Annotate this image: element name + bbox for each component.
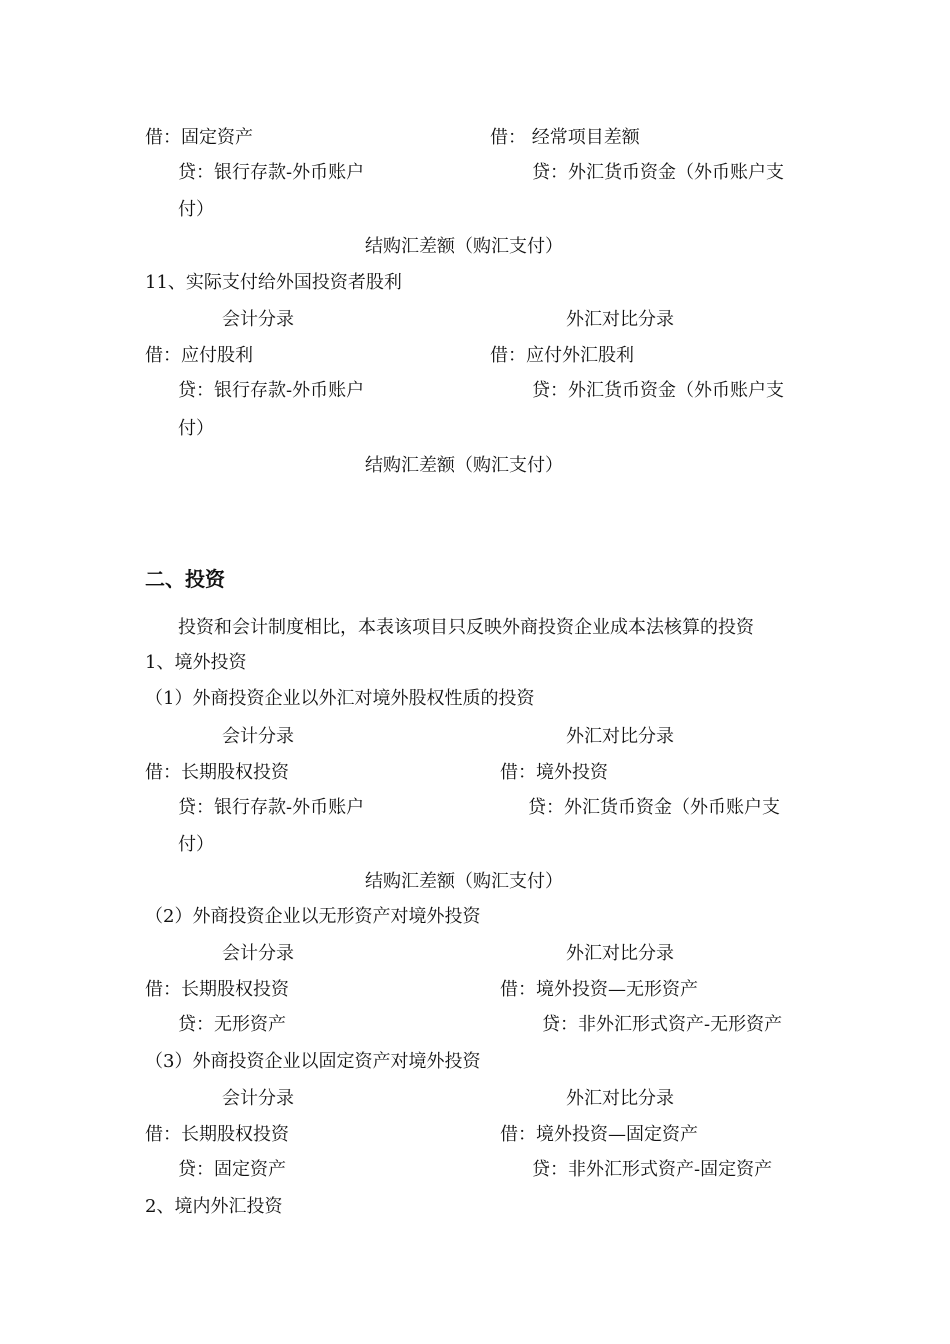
settlement-line: 结购汇差额（购汇支付）	[365, 236, 563, 257]
debit-right: 借：境外投资—固定资产	[500, 1124, 698, 1145]
credit-right: 贷：非外汇形式资产-无形资产	[542, 1014, 783, 1035]
column-header-accounting: 会计分录	[222, 309, 294, 330]
column-header-accounting: 会计分录	[222, 943, 294, 964]
subsection-title: 2、境内外汇投资	[145, 1196, 283, 1217]
credit-left: 贷：银行存款-外币账户	[178, 162, 365, 183]
subsection-title: 1、境外投资	[145, 652, 247, 673]
case-title: （2）外商投资企业以无形资产对境外投资	[145, 906, 481, 927]
debit-right: 借：境外投资	[500, 762, 608, 783]
credit-right: 贷：外汇货币资金（外币账户支	[528, 797, 780, 818]
credit-right: 贷：外汇货币资金（外币账户支	[532, 162, 784, 183]
debit-left: 借：长期股权投资	[145, 979, 289, 1000]
credit-right: 贷：非外汇形式资产-固定资产	[532, 1159, 773, 1180]
section-heading: 二、投资	[145, 567, 225, 591]
debit-right: 借：应付外汇股利	[490, 345, 634, 366]
credit-left: 贷：银行存款-外币账户	[178, 797, 365, 818]
settlement-line: 结购汇差额（购汇支付）	[365, 455, 563, 476]
credit-right-continuation: 付）	[178, 418, 214, 439]
debit-left: 借：应付股利	[145, 345, 253, 366]
column-header-accounting: 会计分录	[222, 726, 294, 747]
case-title: （3）外商投资企业以固定资产对境外投资	[145, 1051, 481, 1072]
section-intro: 投资和会计制度相比，本表该项目只反映外商投资企业成本法核算的投资	[178, 617, 754, 638]
credit-left: 贷：银行存款-外币账户	[178, 380, 365, 401]
debit-left: 借：长期股权投资	[145, 762, 289, 783]
item-title: 11、实际支付给外国投资者股利	[145, 272, 402, 293]
credit-right-continuation: 付）	[178, 834, 214, 855]
column-header-forex: 外汇对比分录	[566, 1088, 674, 1109]
credit-left: 贷：固定资产	[178, 1159, 286, 1180]
debit-left: 借：长期股权投资	[145, 1124, 289, 1145]
debit-right: 借： 经常项目差额	[490, 127, 640, 148]
credit-right-continuation: 付）	[178, 199, 214, 220]
column-header-forex: 外汇对比分录	[566, 309, 674, 330]
credit-left: 贷：无形资产	[178, 1014, 286, 1035]
column-header-forex: 外汇对比分录	[566, 726, 674, 747]
settlement-line: 结购汇差额（购汇支付）	[365, 871, 563, 892]
debit-right: 借：境外投资—无形资产	[500, 979, 698, 1000]
credit-right: 贷：外汇货币资金（外币账户支	[532, 380, 784, 401]
debit-left: 借：固定资产	[145, 127, 253, 148]
case-title: （1）外商投资企业以外汇对境外股权性质的投资	[145, 688, 535, 709]
column-header-accounting: 会计分录	[222, 1088, 294, 1109]
column-header-forex: 外汇对比分录	[566, 943, 674, 964]
